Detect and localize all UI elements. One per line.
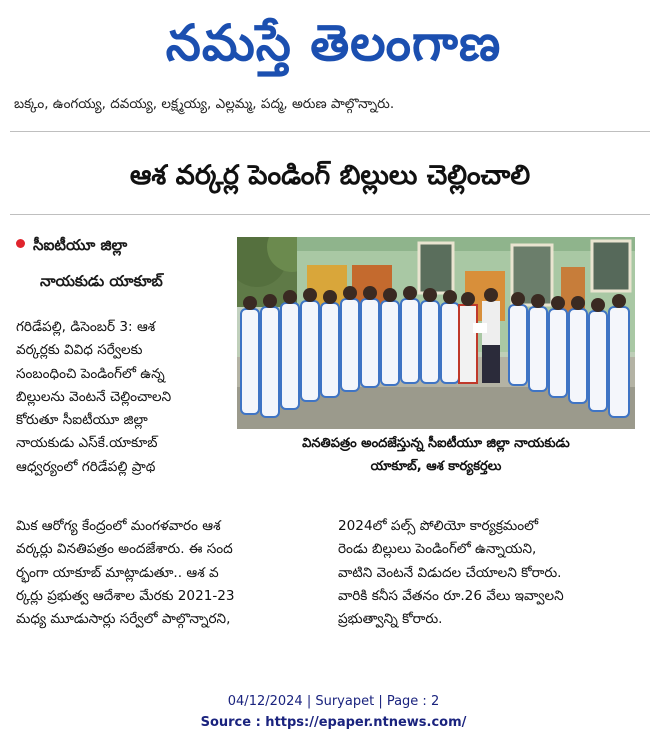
body-text-line: రెండు బిల్లులు పెండింగ్‌లో ఉన్నాయని, (338, 541, 537, 558)
article-headline: ఆశ వర్కర్ల పెండింగ్ బిల్లులు చెల్లించాలి (129, 160, 531, 191)
divider (10, 131, 650, 132)
body-text-line: వర్కర్లకు వివిధ సర్వేలకు (16, 342, 143, 359)
caption-line-1: వినతిపత్రం అందజేస్తున్న సీఐటీయూ జిల్లా నాయకుడు (302, 436, 570, 451)
article-subhead (16, 236, 127, 258)
photo-caption (237, 432, 635, 478)
body-text-line: ప్రభుత్వాన్ని కోరారు. (338, 611, 443, 628)
body-text-line: బిల్లులను వెంటనే చెల్లించాలని (16, 388, 172, 405)
divider (10, 214, 650, 215)
body-text-line: మధ్య మూడుసార్లు సర్వేలో పాల్గొన్నారని, (16, 611, 231, 628)
epaper-date-line: 04/12/2024 | Suryapet | Page : 2 (227, 694, 440, 709)
body-text-line: వారికి కనీస వేతనం రూ.26 వేలు ఇవ్వాలని (338, 587, 564, 604)
subhead-line-2: నాయకుడు యాకూబ్ (40, 272, 163, 290)
body-text-line: ర్కర్లు ప్రభుత్వ ఆదేశాల మేరకు 2021-23 (16, 587, 235, 604)
article-photo (237, 237, 635, 429)
newspaper-masthead (0, 4, 667, 82)
body-text-line: వాటిని వెంటనే విడుదల చేయాలని కోరారు. (338, 564, 562, 581)
body-text-line: మిక ఆరోగ్య కేంద్రంలో మంగళవారం ఆశ (16, 518, 221, 534)
body-text-line: వర్కర్లు వినతిపత్రం అందజేశారు. ఈ సంద (16, 541, 233, 558)
bullet-icon (16, 239, 25, 248)
body-text-line: సంబంధించి పెండింగ్‌లో ఉన్న (16, 365, 165, 382)
article-body-left-lower (16, 515, 322, 631)
epaper-source-link[interactable]: Source : https://epaper.ntnews.com/ (200, 715, 467, 730)
body-text-line: ర్భంగా యాకూబ్ మాట్లాడుతూ.. ఆశ వ (16, 564, 219, 581)
article-body-left-upper (16, 316, 228, 479)
article-body-right (338, 515, 638, 631)
caption-line-2: యాకూబ్, ఆశ కార్యకర్తలు (370, 459, 502, 474)
subhead-line-1: సీఐటీయూ జిల్లా (33, 236, 128, 254)
body-text-line: గరిడేపల్లి, డిసెంబర్ 3: ఆశ (16, 319, 156, 335)
masthead-title: నమస్తే తెలంగాణ (165, 14, 502, 72)
body-text-line: 2024లో పల్స్ పోలియో కార్యక్రమంలో (338, 518, 539, 534)
previous-article-tail: బక్కం, ఉంగయ్య, దవయ్య, లక్ష్మయ్య, ఎల్లమ్మ, పద్మ, అరుణ పాల్గొన్నారు. (14, 96, 395, 112)
body-text-line: ఆధ్వర్యంలో గరిడేపల్లి ప్రాథ (16, 458, 156, 475)
body-text-line: నాయకుడు ఎస్‌కే.యాకూబ్ (16, 435, 158, 452)
body-text-line: కోరుతూ సీఐటీయూ జిల్లా (16, 412, 148, 429)
